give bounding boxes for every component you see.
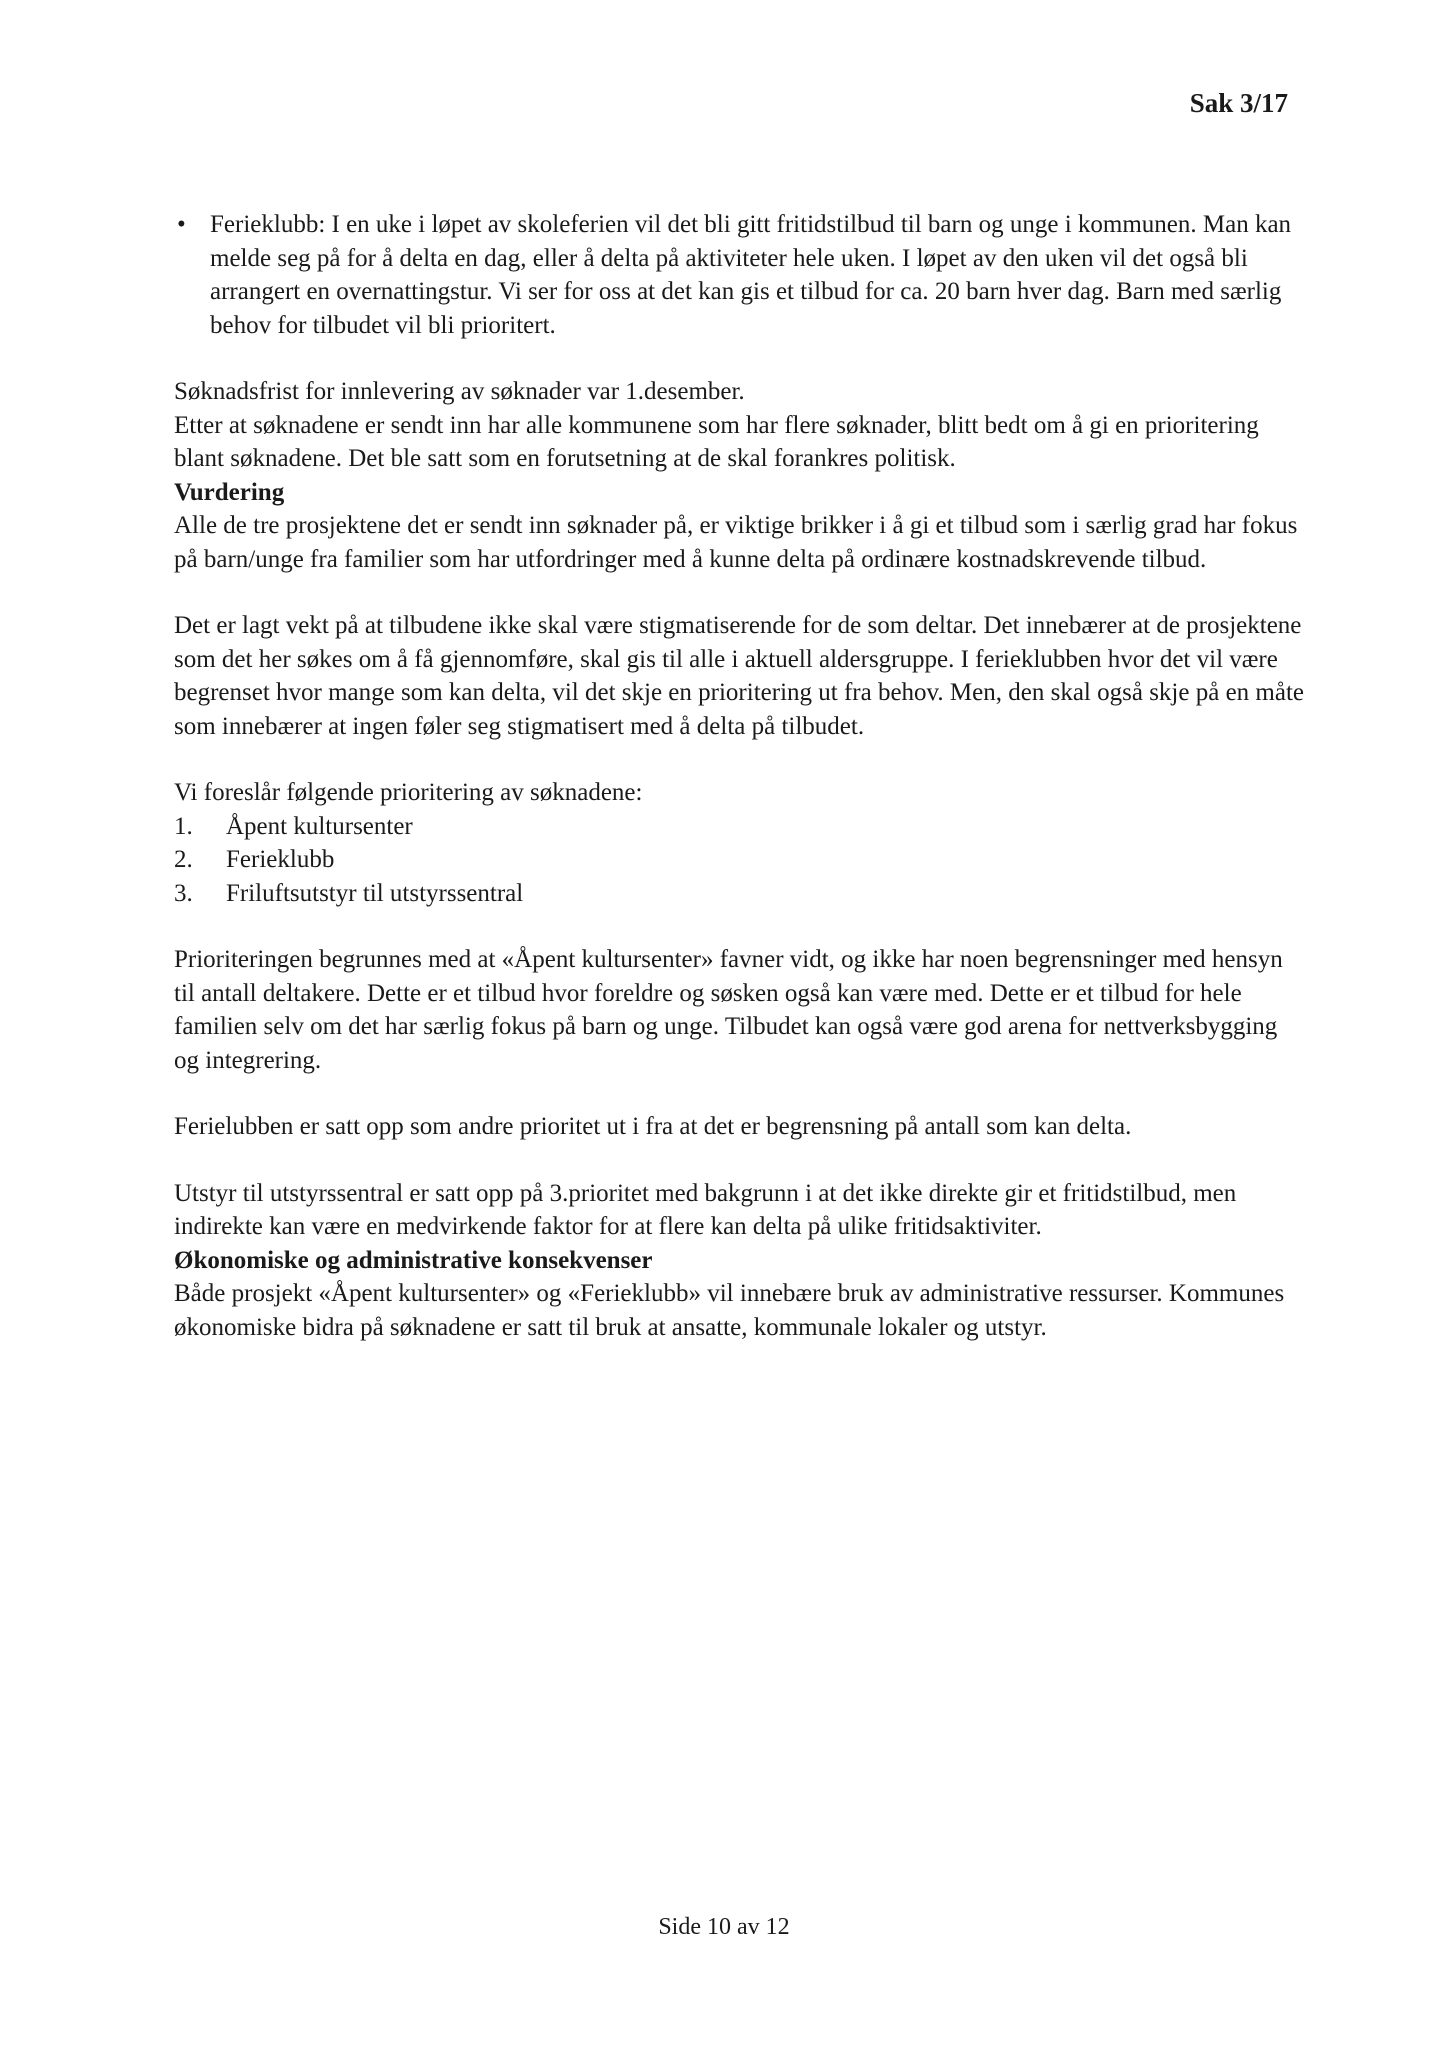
case-reference: Sak 3/17	[1189, 88, 1288, 118]
reasoning-paragraph-3: Utstyr til utstyrssentral er satt opp på 3.prioritet med bakgrunn i at det ikke direkte gir et fritidstilbud, men indirekte kan være en medvirkende faktor for at flere kan delta på ulike fritidsaktiviter.	[174, 1179, 1237, 1240]
list-item-text: Ferieklubb	[226, 846, 335, 873]
assessment-paragraph-1: Alle de tre prosjektene det er sendt inn søknader på, er viktige brikker i å gi et tilbud som i særlig grad har fokus på barn/unge fra familier som har utfordringer med å kunne delta på ordinære kostnadskrevende tilbud.	[174, 512, 1298, 573]
list-item	[174, 208, 1304, 342]
list-item-text: Åpent kultursenter	[226, 812, 413, 840]
assessment-paragraph-2: Det er lagt vekt på at tilbudene ikke skal være stigmatiserende for de som deltar. Det innebærer at de prosjektene som det her søkes om å få gjennomføre, skal gis til alle i aktuell aldersgruppe. I ferieklubben hvor det vil være begrenset hvor mange som kan delta, vil det skje en prioritering ut fra behov. Men, den skal også skje på en måte som innebærer at ingen føler seg stigmatisert med å delta på tilbudet.	[174, 612, 1304, 740]
reasoning-paragraph-2: Ferielubben er satt opp som andre prioritet ut i fra at det er begrensning på antall som kan delta.	[174, 1113, 1132, 1140]
prioritization-request-text: Etter at søknadene er sendt inn har alle kommunene som har flere søknader, blitt bedt om å gi en prioritering blant søknadene. Det ble satt som en forutsetning at de skal forankres politisk.	[174, 411, 1259, 472]
reasoning-paragraph-1: Prioriteringen begrunnes med at «Åpent kultursenter» favner vidt, og ikke har noen begrensninger med hensyn til antall deltakere. Dette er et tilbud hvor foreldre og søsken også kan være med. Dette er et tilbud for hele familien selv om det har særlig fokus på barn og unge. Tilbudet kan også være god arena for nettverksbygging og integrering.	[174, 946, 1283, 1074]
deadline-text: Søknadsfrist for innlevering av søknader var 1.desember.	[174, 378, 745, 405]
list-item	[174, 877, 1304, 911]
section-heading-assessment: Vurdering	[174, 478, 285, 506]
bullet-icon: •	[177, 211, 186, 238]
page-number: Side 10 av 12	[658, 1914, 790, 1940]
bullet-text: Ferieklubb: I en uke i løpet av skoleferien vil det bli gitt fritidstilbud til barn og unge i kommunen. Man kan melde seg på for å delta en dag, eller å delta på aktiviteter hele uken. I løpet av den uken vil det også bli arrangert en overnattingstur. Vi ser for oss at det kan gis et tilbud for ca. 20 barn hver dag. Barn med særlig behov for tilbudet vil bli prioritert.	[210, 211, 1292, 339]
list-number: 2.	[174, 846, 193, 873]
section-heading-economics: Økonomiske og administrative konsekvenser	[174, 1246, 653, 1274]
list-number: 1.	[174, 812, 193, 840]
list-number: 3.	[174, 879, 193, 907]
bullet-list	[174, 208, 1304, 342]
list-item-text: Friluftsutstyr til utstyrssentral	[226, 879, 524, 907]
list-item	[174, 843, 1304, 877]
priority-list	[174, 810, 1304, 911]
document-body	[174, 208, 1304, 1344]
assessment-paragraph-3: Vi foreslår følgende prioritering av søknadene:	[174, 779, 643, 806]
economics-paragraph-1: Både prosjekt «Åpent kultursenter» og «Ferieklubb» vil innebære bruk av administrative ressurser. Kommunes økonomiske bidra på søknadene er satt til bruk at ansatte, kommunale lokaler og utstyr.	[174, 1280, 1285, 1341]
list-item	[174, 810, 1304, 844]
